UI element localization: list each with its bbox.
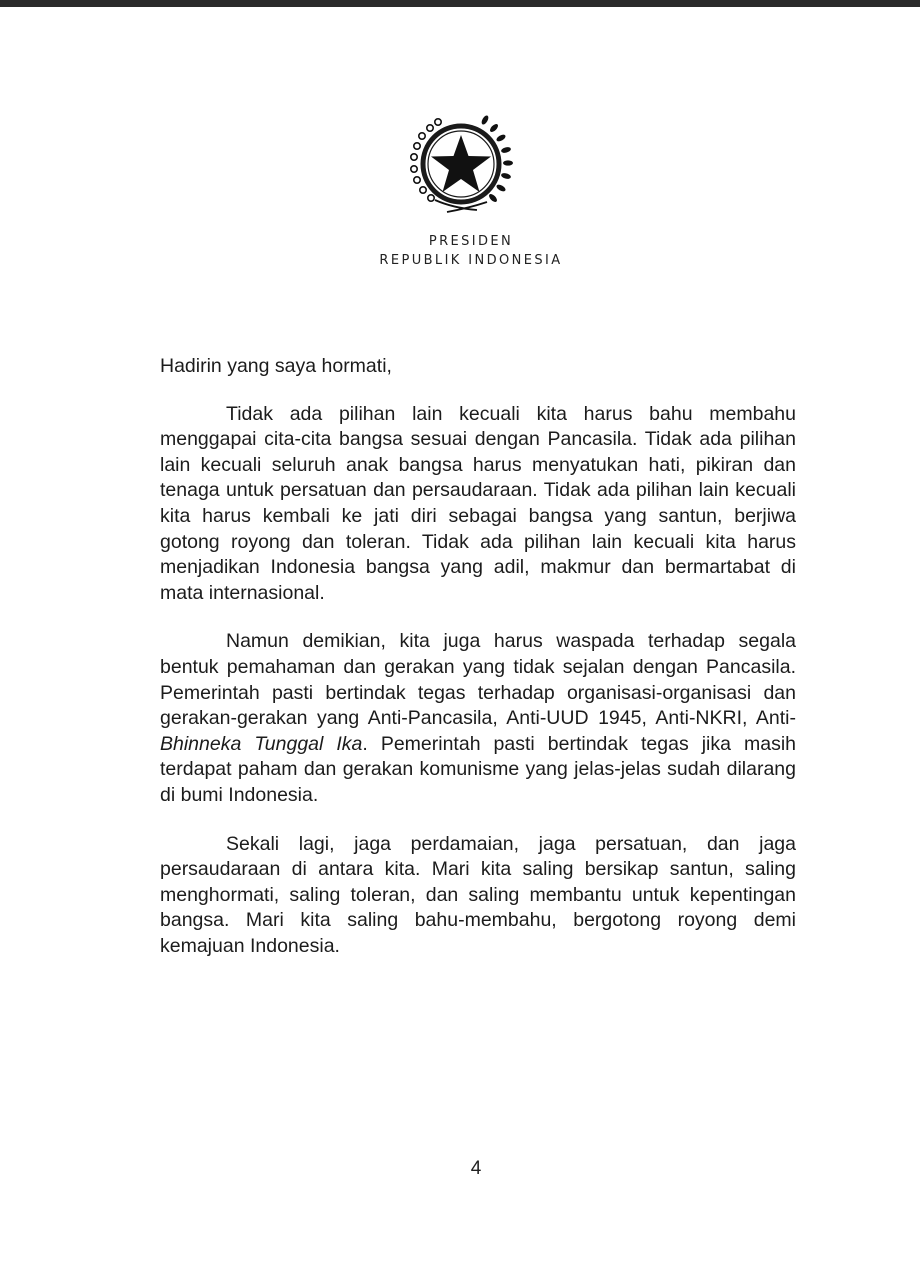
paragraph-3: Sekali lagi, jaga perdamaian, jaga persatuan, dan jaga persaudaraan di antara kita. Mari kita saling bersikap santun, saling menghormati, saling toleran, dan saling membantu untuk kepentingan bangsa. Mari kita saling bahu-membahu, bergotong royong demi kemajuan Indonesia.: [160, 832, 796, 957]
letterhead-line-2: REPUBLIK INDONESIA: [379, 253, 563, 268]
presidential-seal-icon: [405, 108, 517, 220]
letterhead: [0, 232, 920, 270]
paragraph-2-part-1: Namun demikian, kita juga harus waspada terhadap segala bentuk pemahaman dan gerakan yang tidak sejalan dengan Pancasila. Pemerintah pasti bertindak tegas terhadap organisasi-organisasi dan gerakan-gerakan yang Anti-Pancasila, Anti-UUD 1945, Anti-NKRI, Anti-: [160, 630, 796, 730]
speech-body: [160, 354, 796, 982]
paragraph-2-part-2: . Pemerintah pasti bertindak tegas jika masih terdapat paham dan gerakan komunisme yang jelas-jelas sudah dilarang di bumi Indonesia.: [160, 732, 797, 806]
paragraph-1: Tidak ada pilihan lain kecuali kita harus bahu membahu menggapai cita-cita bangsa sesuai dengan Pancasila. Tidak ada pilihan lain kecuali seluruh anak bangsa harus menyatukan hati, pikiran dan tenaga untuk persatuan dan persaudaraan. Tidak ada pilihan lain kecuali kita harus kembali ke jati diri sebagai bangsa yang santun, berjiwa gotong royong dan toleran. Tidak ada pilihan lain kecuali kita harus menjadikan Indonesia bangsa yang adil, makmur dan bermartabat di mata internasional.: [160, 402, 796, 604]
letterhead-line-1: PRESIDEN: [428, 234, 514, 249]
paragraph-2: [160, 629, 796, 808]
paragraph-2-italic: Bhinneka Tunggal Ika: [160, 732, 363, 755]
page-number: 4: [470, 1158, 482, 1179]
salutation: Hadirin yang saya hormati,: [160, 355, 392, 377]
